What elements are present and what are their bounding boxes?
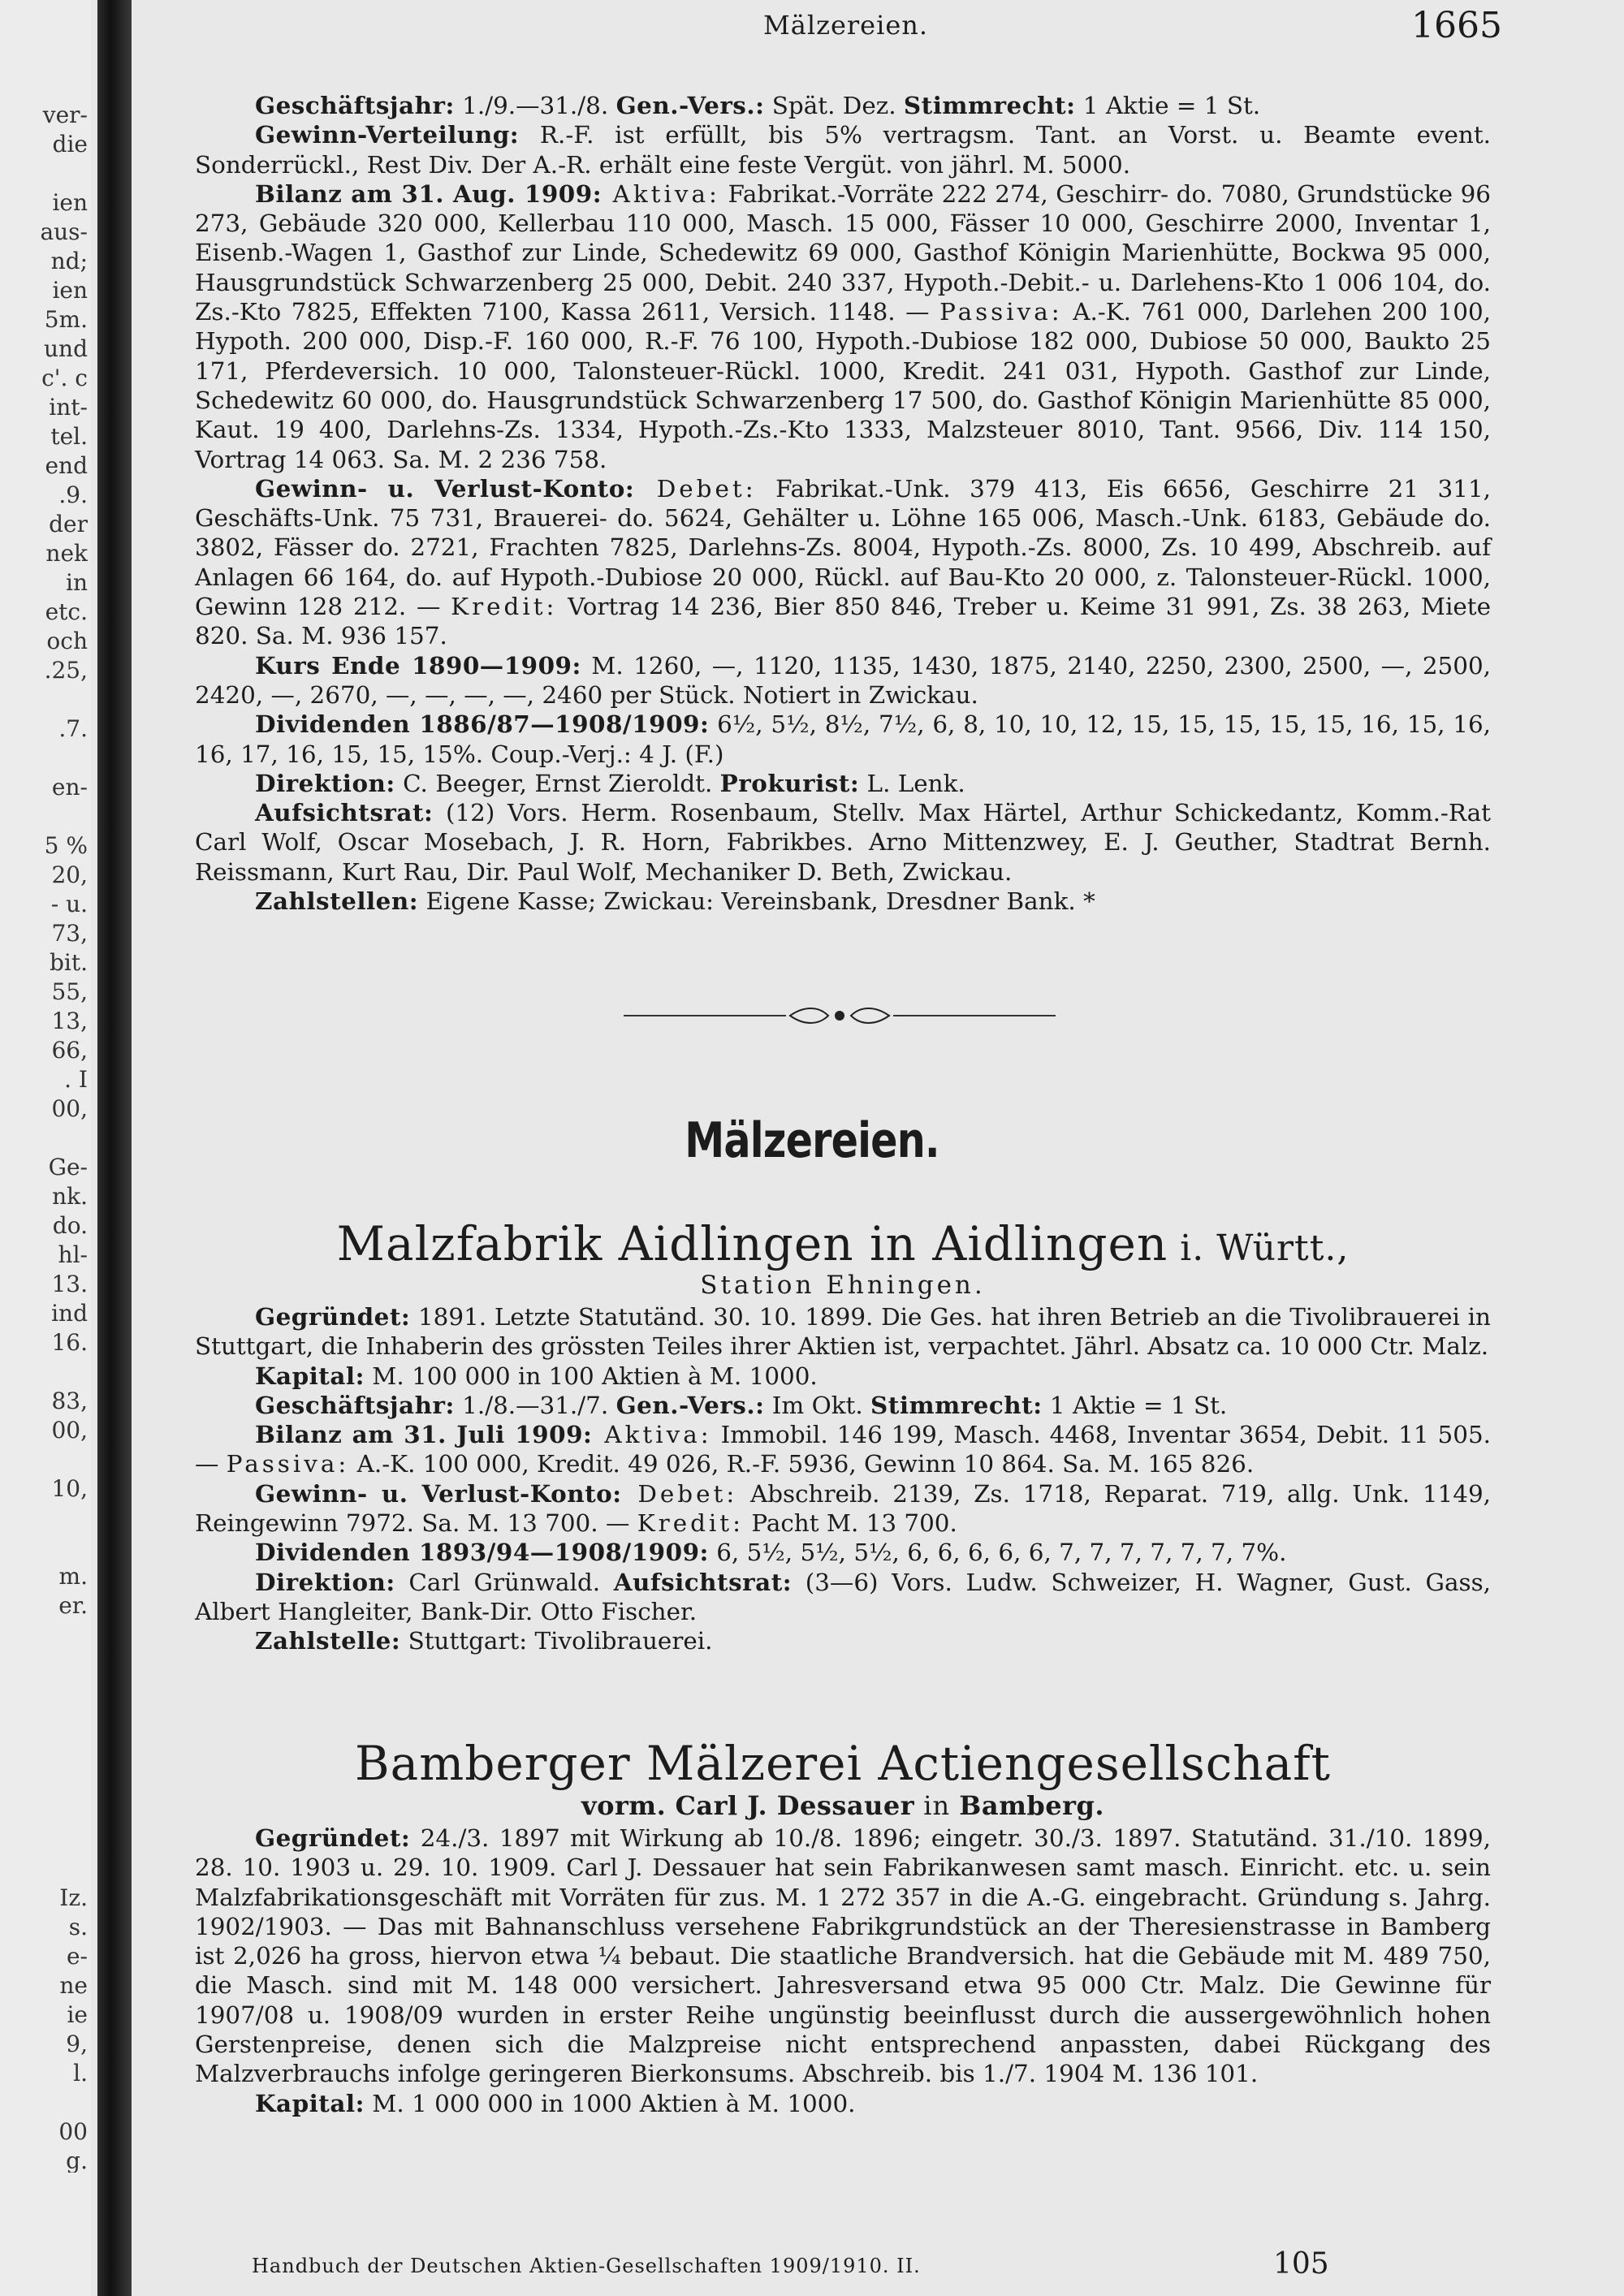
founded [195,1302,1491,1362]
balance-sheet [195,1420,1491,1479]
prev-page-fragment: 13, [51,1010,88,1033]
company-name: Bamberger Mälzerei Actiengesellschaft [355,1736,1331,1791]
prev-page-fragment: 9, [66,2033,88,2056]
field-text: M. 1260, —, 1120, 1135, 1430, 1875, 2140, 2250, 2300, 2500, —, 2500, 2420, —, 2670, —, —, —, —, 2460 per Stück. Notiert in Zwickau. [195,651,1491,709]
supervisory-board [195,798,1491,887]
section-title: Mälzereien. [685,1112,939,1169]
field-text: 1 Aktie = 1 St. [1075,92,1261,119]
prev-page-fragment: tel. [50,425,88,448]
field-text: M. 100 000 in 100 Aktien à M. 1000. [364,1362,818,1390]
field-label: Gewinn- u. Verlust-Konto: [255,1478,622,1508]
page-number: 1665 [1411,5,1502,46]
spaced-label: Passiva: [226,1450,350,1478]
field-label: Zahlstellen: [255,887,419,916]
field-text: A.-K. 761 000, Darlehen 200 100, Hypoth. 200 000, Disp.-F. 160 000, R.-F. 76 100, Hypoth.-Dubiose 182 000, Dubiose 50 000, Baukto 25 171, Pferdeversich. 10 000, Talonsteuer-Rückl. 1000, Kredit. 241 031, Hypoth. Gasthof zur Linde, Schedewitz 60 000, do. Hausgrundstück Schwarzenberg 17 500, do. Gasthof Königin Marienhütte 85 000, Kaut. 19 400, Darlehns-Zs. 1334, Hypoth.-Zs.-Kto 1333, Malzsteuer 8010, Tant. 9566, Div. 114 150, Vortrag 14 063. Sa. M. 2 236 758. [195,298,1492,473]
prev-page-fragment: nk. [52,1185,88,1208]
location-prep: in [914,1790,960,1821]
prev-page-fragment: 16. [51,1331,88,1354]
field-label: Kapital: [255,2088,365,2117]
profit-distribution [195,120,1491,179]
field-text: 6½, 5½, 8½, 7½, 6, 8, 10, 10, 12, 15, 15, 15, 15, 15, 16, 15, 16, 16, 17, 16, 15, 15, 15%. Coup.-Verj.: 4 J. (F.) [195,710,1492,768]
spaced-label: Aktiva: [592,1421,712,1449]
field-text: Carl Grünwald. [395,1568,614,1596]
share-prices [195,651,1491,710]
field-label: Bilanz am 31. Aug. 1909: [255,179,603,208]
field-text: R.-F. ist erfüllt, bis 5% vertragsm. Tant. an Vorst. u. Beamte event. Sonderrückl., Rest Div. Der A.-R. erhält eine feste Vergüt. von jährl. M. 5000. [195,121,1491,179]
spaced-label: Aktiva: [602,179,720,208]
prev-page-fragment: int- [49,396,88,419]
prev-page-fragment: l. [73,2062,88,2085]
field-text: 24./3. 1897 mit Wirkung ab 10./8. 1896; eingetr. 30./3. 1897. Statutänd. 31./10. 1899, 28. 10. 1903 u. 29. 10. 1909. Carl J. Dessauer hat sein Fabrikanwesen samt masch. Einricht. etc. u. sein Malzfabrikationsgeschäft mit Vorräten für zus. M. 1 272 357 in die A.-G. eingebracht. Gründung s. Jahrg. 1902/1903. — Das mit Bahnanschluss versehene Fabrikgrundstück an der Theresienstrasse in Bamberg ist 2,026 ha gross, hiervon etwa ¼ bebaut. Die staatliche Brandversich. hat die Gebäude mit M. 489 750, die Masch. sind mit M. 148 000 versichert. Jahresversand etwa 95 000 Ctr. Malz. Die Gewinne für 1907/08 u. 1908/09 wurden in erster Reihe ungünstig beeinflusst durch die aussergewöhnlich hohen Gerstenpreise, denen sich die Malzpreise nicht entsprechend anpassten, dabei Rückgang des Malzverbrauchs infolge geringeren Bierkonsums. Abschreib. bis 1./7. 1904 M. 136 101. [195,1824,1491,2088]
previous-page-margin [0,0,91,2296]
prev-page-fragment: ien [52,192,88,214]
field-text: (3—6) Vors. Ludw. Schweizer, H. Wagner, Gust. Gass, Albert Hangleiter, Bank-Dir. Otto Fischer. [195,1568,1491,1625]
prev-page-fragment: s. [68,1916,88,1939]
field-label: Gewinn-Verteilung: [255,120,520,149]
prev-page-fragment: 5 % [44,835,88,857]
field-label: Dividenden 1886/87—1908/1909: [255,710,710,739]
field-text: Spät. Dez. [764,92,904,119]
prev-page-fragment: die [52,133,88,156]
field-text: L. Lenk. [859,769,965,797]
field-label: Gegründet: [255,1302,411,1331]
prev-page-fragment: m. [58,1565,88,1588]
prev-page-fragment: 00 [58,2121,88,2143]
company-heading-aidlingen [195,1216,1491,1271]
prev-page-fragment: ie [67,2004,88,2026]
prev-page-fragment: .25, [44,659,88,682]
prev-page-fragment: hl- [58,1244,88,1267]
field-text: Im Okt. [764,1391,871,1419]
spaced-label: Passiva: [939,298,1063,326]
dividends [195,1538,1491,1567]
prev-page-fragment: 13. [51,1273,88,1296]
field-text: 1891. Letzte Statutänd. 30. 10. 1899. Die Ges. hat ihren Betrieb an die Tivolibrauerei in Stuttgart, die Inhaberin des grössten Teiles ihrer Aktien ist, verpachtet. Jährl. Absatz ca. 10 000 Ctr. Malz. [195,1303,1491,1361]
field-text: 1./9.—31./8. [454,92,616,119]
spaced-label: Kredit: [451,593,558,621]
prev-page-fragment: ver- [42,104,88,127]
company-station: Station Ehningen. [700,1271,986,1300]
prev-page-fragment: und [44,338,88,360]
field-label: Dividenden 1893/94—1908/1909: [255,1538,709,1567]
business-year-line [195,1391,1491,1420]
prev-page-fragment: nd; [50,250,88,273]
prev-page-fragment: etc. [45,601,88,624]
field-text: A.-K. 100 000, Kredit. 49 026, R.-F. 5936, Gewinn 10 864. Sa. M. 165 826. [349,1450,1255,1478]
capital [195,1362,1491,1391]
prev-page-fragment: g. [66,2150,88,2173]
prev-page-fragment: 83, [51,1390,88,1413]
field-label: Aufsichtsrat: [255,798,434,827]
spaced-label: Kredit: [637,1509,745,1538]
prev-page-fragment: end [45,455,88,477]
company-name: Malzfabrik Aidlingen in Aidlingen [336,1216,1168,1271]
prev-page-fragment: der [49,513,88,536]
prev-page-fragment: Iz. [59,1887,88,1910]
book-binding-shadow [97,0,132,2296]
field-text: (12) Vors. Herm. Rosenbaum, Stellv. Max Härtel, Arthur Schickedantz, Komm.-Rat Carl Wolf, Oscar Mosebach, J. R. Horn, Fabrikbes. Arno Mittenzwey, E. J. Geuther, Stadtrat Bernh. Reissmann, Kurt Rau, Dir. Paul Wolf, Mechaniker D. Beth, Zwickau. [195,799,1491,886]
field-label: Geschäftsjahr: [255,91,455,119]
paying-agents [195,887,1491,916]
separator-ornament [624,1003,1056,1028]
former-label: vorm. [581,1790,667,1821]
field-text: 1 Aktie = 1 St. [1042,1391,1228,1419]
field-text: Stuttgart: Tivolibrauerei. [400,1627,713,1655]
company-location-suffix: i. Württ., [1168,1228,1350,1269]
field-text: 1./8.—31./7. [454,1391,616,1419]
prev-page-fragment: 66, [51,1039,88,1062]
dividends [195,710,1491,769]
field-label: Gegründet: [255,1823,411,1852]
profit-loss-account [195,474,1491,651]
entry-aidlingen [195,1302,1491,1656]
prev-page-fragment: e- [66,1945,88,1968]
prev-page-fragment: - u. [50,893,88,916]
field-text: 6, 5½, 5½, 5½, 6, 6, 6, 6, 6, 7, 7, 7, 7, 7, 7, 7%. [708,1539,1287,1567]
paying-agent [195,1626,1491,1655]
field-label: Prokurist: [719,768,860,797]
prev-page-fragment: ind [51,1302,88,1325]
prev-page-fragment: en- [51,776,88,799]
field-label: Gewinn- u. Verlust-Konto: [255,473,635,503]
field-label: Kapital: [255,1361,365,1390]
prev-page-fragment: ien [52,279,88,302]
field-text: Fabrikat.-Unk. 379 413, Eis 6656, Geschirre 21 311, Geschäfts-Unk. 75 731, Brauerei- do. 5624, Gehälter u. Löhne 165 006, Masch.-Unk. 6183, Gebäude do. 3802, Fässer do. 2721, Frachten 7825, Darlehns-Zs. 8004, Hypoth.-Zs. 8000, Zs. 10 499, Abschreib. auf Anlagen 66 164, do. auf Hypoth.-Dubiose 20 000, Rückl. auf Bau-Kto 20 000, z. Talonsteuer-Rückl. 1000, Gewinn 128 212. — [195,474,1491,621]
former-name: Carl J. Dessauer [675,1790,915,1821]
field-text: C. Beeger, Ernst Zieroldt. [395,769,720,797]
prev-page-fragment: aus- [40,221,88,244]
field-label: Direktion: [255,1567,395,1596]
prev-page-fragment: c'. c [41,367,88,390]
founded [195,1823,1491,2089]
prev-page-fragment: 00, [51,1419,88,1442]
printer-signature: 105 [1273,2247,1329,2281]
field-label: Direktion: [255,768,395,797]
spaced-label: Debet: [634,474,757,503]
field-text: Vortrag 14 236, Bier 850 846, Treber u. Keime 31 991, Zs. 38 263, Miete 820. Sa. M. 936 157. [195,593,1491,650]
spaced-label: Debet: [621,1479,738,1508]
company-heading-bamberg [195,1736,1491,1791]
continued-entry [195,91,1491,916]
management-board [195,1568,1491,1627]
city: Bamberg. [959,1790,1105,1821]
prev-page-fragment: bit. [49,952,88,974]
prev-page-fragment: ne [59,1974,88,1997]
field-label: Stimmrecht: [870,1390,1043,1419]
prev-page-fragment: . I [64,1068,88,1091]
prev-page-fragment: Ge- [48,1156,88,1179]
prev-page-fragment: 5m. [44,309,88,331]
prev-page-fragment: 55, [51,981,88,1003]
field-label: Geschäftsjahr: [255,1390,455,1419]
field-text: Abschreib. 2139, Zs. 1718, Reparat. 719, allg. Unk. 1149, Reingewinn 7972. Sa. M. 13 700. — [195,1479,1491,1538]
field-text: M. 1 000 000 in 1000 Aktien à M. 1000. [364,2089,856,2117]
field-text: Fabrikat.-Vorräte 222 274, Geschirr- do. 7080, Grundstücke 96 273, Gebäude 320 000, Kellerbau 110 000, Masch. 15 000, Fässer 10 000, Geschirre 2000, Inventar 1, Eisenb.-Wagen 1, Gasthof zur Linde, Schedewitz 69 000, Gasthof Königin Marienhütte, Bockwa 95 000, Hausgrundstück Schwarzenberg 25 000, Debit. 240 337, Hypoth.-Debit.- u. Darlehens-Kto 1 006 104, do. Zs.-Kto 7825, Effekten 7100, Kassa 2611, Versich. 1148. — [195,179,1491,326]
field-label: Stimmrecht: [903,91,1076,119]
field-label: Zahlstelle: [255,1626,401,1655]
prev-page-fragment: in [66,572,88,594]
balance-sheet [195,179,1491,474]
field-label: Aufsichtsrat: [613,1567,793,1596]
field-text: Eigene Kasse; Zwickau: Vereinsbank, Dresdner Bank. * [418,887,1095,916]
prev-page-fragment: 20, [51,864,88,887]
business-year-line [195,91,1491,120]
company-former-name [195,1790,1491,1821]
prev-page-fragment: 00, [51,1098,88,1120]
entry-bamberg [195,1823,1491,2118]
field-label: Gen.-Vers.: [615,91,765,119]
field-text: Immobil. 146 199, Masch. 4468, Inventar 3654, Debit. 11 505. — [195,1421,1491,1478]
field-text: Pacht M. 13 700. [744,1509,957,1538]
prev-page-fragment: 73, [51,922,88,945]
prev-page-fragment: .7. [58,718,88,740]
field-label: Kurs Ende 1890—1909: [255,650,581,680]
field-label: Bilanz am 31. Juli 1909: [255,1420,593,1449]
profit-loss-account [195,1479,1491,1539]
field-label: Gen.-Vers.: [615,1390,765,1419]
running-head: Mälzereien. [763,10,929,41]
prev-page-fragment: .9. [58,484,88,507]
capital [195,2089,1491,2118]
prev-page-fragment: 10, [51,1478,88,1500]
prev-page-fragment: er. [58,1595,88,1617]
footer: Handbuch der Deutschen Aktien-Gesellschaften 1909/1910. II. [252,2255,921,2277]
prev-page-fragment: do. [52,1215,88,1237]
prev-page-fragment: nek [45,542,88,565]
prev-page-fragment: och [46,630,88,653]
management [195,769,1491,798]
